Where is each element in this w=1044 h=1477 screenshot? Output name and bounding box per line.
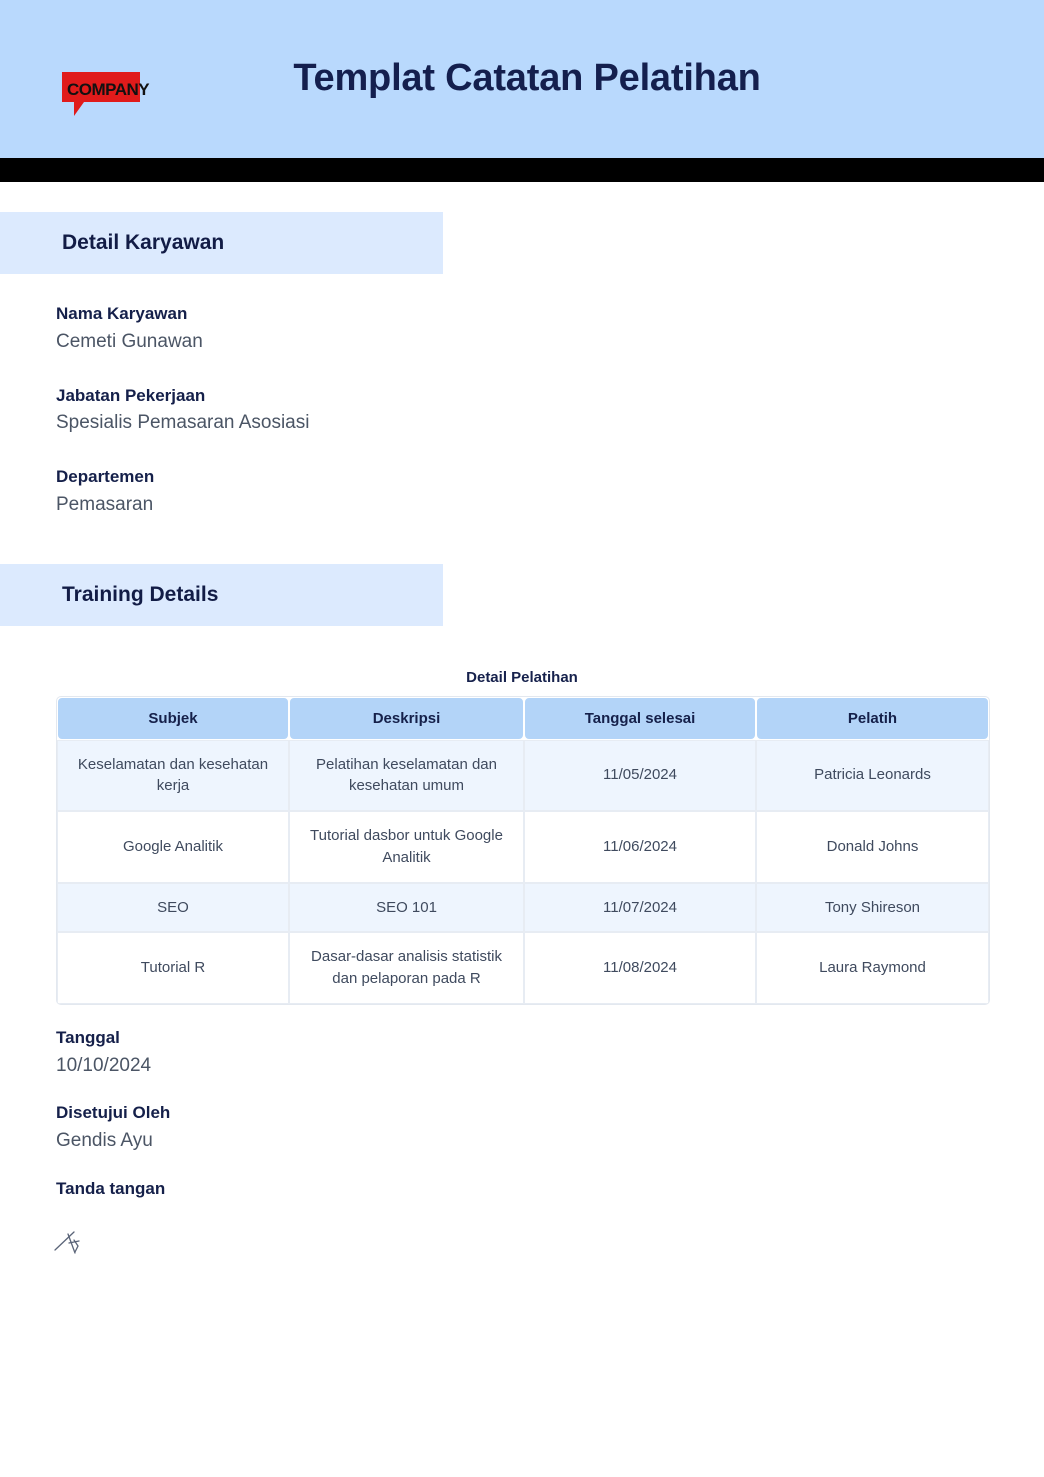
page-title: Templat Catatan Pelatihan	[293, 57, 761, 100]
cell-pelatih: Tony Shireson	[756, 883, 989, 933]
cell-subjek: Google Analitik	[57, 811, 289, 883]
cell-subjek: Keselamatan dan kesehatan kerja	[57, 740, 289, 812]
table-caption: Detail Pelatihan	[466, 668, 578, 686]
field-value: Pemasaran	[56, 494, 154, 515]
cell-pelatih: Donald Johns	[756, 811, 989, 883]
table-row	[57, 811, 989, 883]
speech-bubble-logo-icon	[58, 68, 162, 120]
table-row	[57, 883, 989, 933]
field-disetujui-oleh	[56, 1102, 1044, 1155]
field-value: Cemeti Gunawan	[56, 330, 203, 352]
cell-tanggal: 11/08/2024	[524, 932, 756, 1004]
field-label: Tanggal	[56, 1027, 120, 1047]
field-value: Gendis Ayu	[56, 1130, 153, 1152]
field-label: Disetujui Oleh	[56, 1103, 171, 1123]
header-divider-bar	[0, 158, 1044, 182]
signature-label: Tanda tangan	[56, 1178, 166, 1198]
table-row	[57, 932, 989, 1004]
cell-subjek: SEO	[57, 883, 289, 933]
cell-pelatih: Laura Raymond	[756, 932, 989, 1004]
company-logo	[58, 68, 162, 120]
table-header-row	[57, 697, 989, 740]
field-label: Jabatan Pekerjaan	[56, 385, 206, 405]
section-title-employee: Detail Karyawan	[62, 231, 225, 254]
field-departemen	[56, 466, 1044, 519]
field-tanggal	[56, 1027, 1044, 1080]
cell-deskripsi: Tutorial dasbor untuk Google Analitik	[289, 811, 524, 883]
handwritten-signature-icon	[48, 1219, 108, 1265]
approval-fields	[0, 1027, 1044, 1201]
cell-deskripsi: Pelatihan keselamatan dan kesehatan umum	[289, 740, 524, 812]
field-value: 10/10/2024	[56, 1054, 152, 1076]
section-title-training: Training Details	[62, 582, 219, 606]
column-header-deskripsi[interactable]: Deskripsi	[289, 697, 524, 740]
employee-fields	[0, 303, 1044, 519]
table-row	[57, 740, 989, 812]
signature-area[interactable]	[0, 1219, 1044, 1265]
document-body	[0, 212, 1044, 1265]
field-jabatan-pekerjaan	[56, 385, 1044, 438]
cell-tanggal: 11/05/2024	[524, 740, 756, 812]
field-nama-karyawan	[56, 303, 1044, 356]
cell-tanggal: 11/07/2024	[524, 883, 756, 933]
page-header	[0, 0, 1044, 158]
training-details-table	[56, 696, 990, 1005]
section-header-employee-details	[0, 212, 443, 274]
cell-tanggal: 11/06/2024	[524, 811, 756, 883]
field-value: Spesialis Pemasaran Asosiasi	[56, 412, 310, 434]
field-label: Departemen	[56, 467, 155, 487]
svg-text:COMPANY: COMPANY	[67, 80, 150, 99]
column-header-subjek[interactable]: Subjek	[57, 697, 289, 740]
training-table-container	[56, 669, 988, 1005]
field-label: Nama Karyawan	[56, 304, 188, 323]
cell-deskripsi: Dasar-dasar analisis statistik dan pelaporan pada R	[289, 932, 524, 1004]
column-header-pelatih[interactable]: Pelatih	[756, 697, 989, 740]
cell-pelatih: Patricia Leonards	[756, 740, 989, 812]
field-tanda-tangan	[56, 1178, 1044, 1201]
cell-subjek: Tutorial R	[57, 932, 289, 1004]
cell-deskripsi: SEO 101	[289, 883, 524, 933]
section-header-training-details	[0, 564, 443, 626]
column-header-tanggal-selesai[interactable]: Tanggal selesai	[524, 697, 756, 740]
